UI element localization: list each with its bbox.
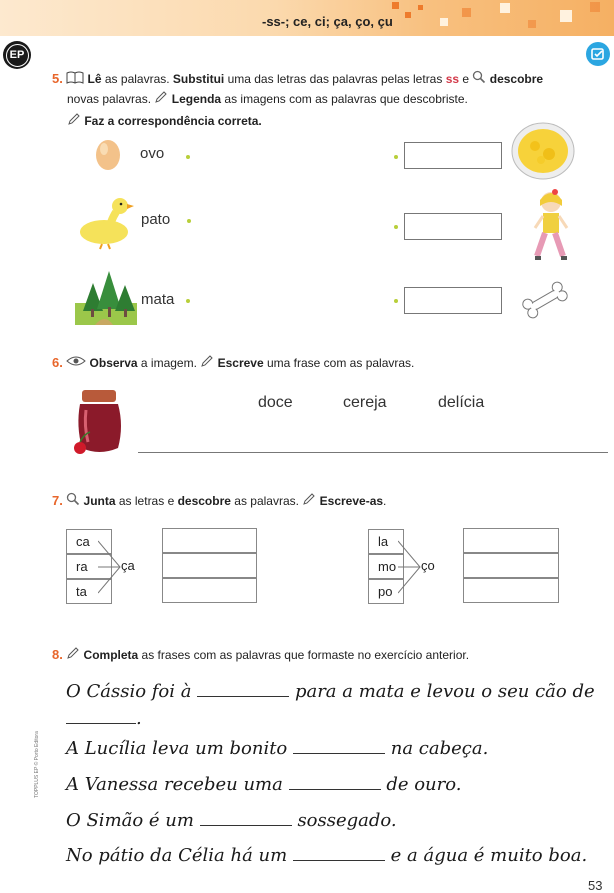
match-dot[interactable]	[186, 155, 190, 159]
syllable-cell: la	[368, 529, 404, 554]
writing-line[interactable]	[138, 452, 608, 453]
match-dot[interactable]	[394, 299, 398, 303]
sentence-4: O Simão é um sossegado.	[66, 810, 397, 831]
sentence-blank[interactable]	[293, 860, 385, 861]
magnifier-icon	[66, 492, 80, 512]
syllable-cell: ca	[66, 529, 112, 554]
eye-icon	[66, 354, 86, 373]
pencil-icon	[67, 112, 81, 132]
answer-cell[interactable]	[162, 553, 257, 578]
answer-cell[interactable]	[162, 578, 257, 603]
digital-resource-icon[interactable]	[586, 42, 610, 66]
suffix-co: ço	[421, 558, 435, 573]
egg-image	[94, 137, 122, 176]
match-dot[interactable]	[394, 155, 398, 159]
pencil-icon	[200, 354, 214, 374]
ex5-number: 5.	[52, 71, 63, 86]
answer-cell[interactable]	[463, 553, 559, 578]
suffix-ca: ça	[121, 558, 135, 573]
scrambled-eggs-image	[511, 122, 575, 185]
answer-cell[interactable]	[463, 578, 559, 603]
pencil-icon	[66, 646, 80, 666]
page-title: -ss-; ce, ci; ça, ço, çu	[262, 14, 393, 29]
bracket-connector	[398, 530, 422, 604]
word-cereja: cereja	[343, 394, 387, 411]
duck-image	[74, 192, 136, 255]
sentence-2: A Lucília leva um bonito na cabeça.	[66, 738, 489, 759]
girl-walking-image	[527, 188, 575, 269]
bracket-connector	[98, 530, 122, 604]
magnifier-icon	[472, 70, 486, 90]
match-dot[interactable]	[187, 219, 191, 223]
answer-box[interactable]	[404, 287, 502, 314]
sentence-blank[interactable]	[200, 825, 292, 826]
syllable-cell: mo	[368, 554, 404, 579]
match-dot[interactable]	[186, 299, 190, 303]
ex5-instruction-line1: 5. Lê as palavras. Substitui uma das letras das palavras pelas letras ss e descobre	[52, 69, 543, 90]
sentence-1-cont: .	[66, 708, 142, 729]
ex7-instruction: 7. Junta as letras e descobre as palavras. Escreve-as.	[52, 491, 386, 512]
sentence-5: No pátio da Célia há um e a água é muito boa.	[66, 845, 588, 866]
ex5-instruction-line3: Faz a correspondência correta.	[67, 112, 262, 132]
answer-box[interactable]	[404, 142, 502, 169]
ex6-instruction: 6. Observa a imagem. Escreve uma frase com as palavras.	[52, 353, 414, 374]
syllable-cell: po	[368, 579, 404, 604]
pencil-icon	[154, 90, 168, 110]
book-icon	[66, 70, 84, 90]
forest-image	[75, 263, 137, 330]
word-delicia: delícia	[438, 394, 485, 411]
syllable-cell: ta	[66, 579, 112, 604]
answer-cell[interactable]	[162, 528, 257, 553]
word-ovo: ovo	[140, 145, 165, 162]
page-number: 53	[588, 878, 603, 893]
bone-image	[519, 280, 571, 325]
copyright-text: TOPPLUS EP © Porto Editora	[34, 731, 40, 798]
sentence-1: O Cássio foi à para a mata e levou o seu cão de	[66, 681, 595, 702]
word-pato: pato	[141, 211, 171, 228]
ep-badge: EP	[3, 41, 31, 69]
ex8-instruction: 8. Completa as frases com as palavras que formaste no exercício anterior.	[52, 645, 469, 666]
answer-cell[interactable]	[463, 528, 559, 553]
sentence-3: A Vanessa recebeu uma de ouro.	[66, 774, 462, 795]
sentence-blank[interactable]	[293, 753, 385, 754]
word-mata: mata	[141, 291, 175, 308]
match-dot[interactable]	[394, 225, 398, 229]
syllable-cell: ra	[66, 554, 112, 579]
pencil-icon	[302, 492, 316, 512]
word-doce: doce	[258, 394, 293, 411]
sentence-blank[interactable]	[197, 696, 289, 697]
answer-box[interactable]	[404, 213, 502, 240]
ex5-instruction-line2: novas palavras. Legenda as imagens com as palavras que descobriste.	[67, 90, 468, 110]
sentence-blank[interactable]	[66, 723, 136, 724]
cherry-jam-jar-image	[70, 386, 130, 463]
sentence-blank[interactable]	[289, 789, 381, 790]
